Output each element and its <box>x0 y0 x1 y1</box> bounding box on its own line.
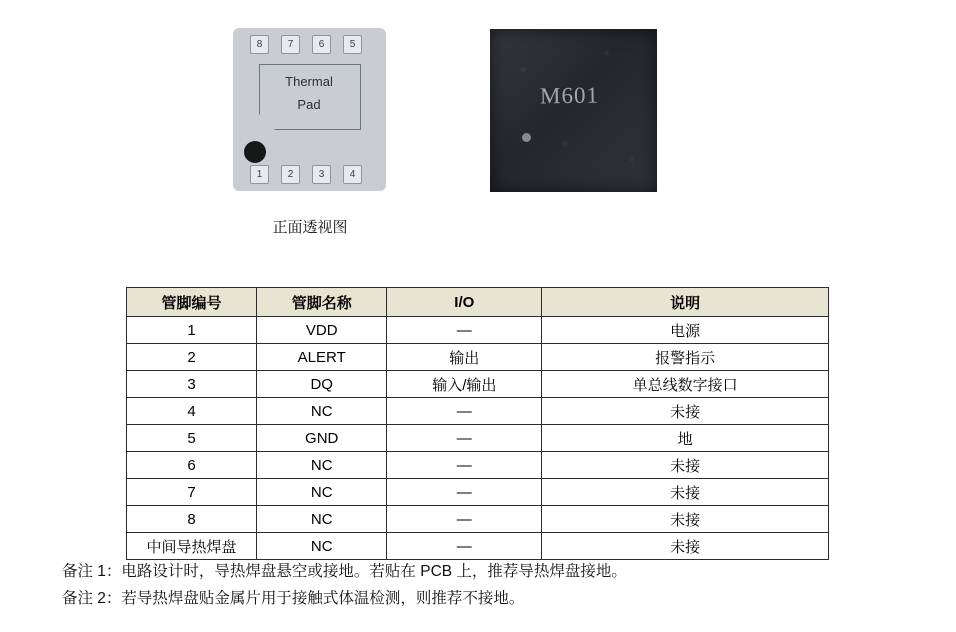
package-outline <box>233 28 386 191</box>
cell-io: 输出 <box>387 344 542 371</box>
photo-pin1-dot-icon <box>522 133 531 142</box>
table-header-row <box>127 288 829 317</box>
table-row <box>127 344 829 371</box>
pin-description-table <box>126 287 829 560</box>
table-row <box>127 506 829 533</box>
cell-pin-name: ALERT <box>257 344 387 371</box>
cell-description: 地 <box>542 425 829 452</box>
notes-section <box>62 558 627 612</box>
cell-io: — <box>387 317 542 344</box>
table-row <box>127 533 829 560</box>
table-header-pin-number: 管脚编号 <box>127 288 257 317</box>
cell-io: — <box>387 506 542 533</box>
pin-pad-5: 5 <box>343 35 362 54</box>
cell-description: 未接 <box>542 452 829 479</box>
cell-pin-name: DQ <box>257 371 387 398</box>
cell-description: 未接 <box>542 479 829 506</box>
thermal-pad-label <box>259 70 359 116</box>
cell-description: 单总线数字接口 <box>542 371 829 398</box>
table-row <box>127 371 829 398</box>
cell-pin-name: NC <box>257 533 387 560</box>
thermal-pad-label-line2: Pad <box>297 97 321 112</box>
table-header-description: 说明 <box>542 288 829 317</box>
package-marking-text: M601 <box>539 82 600 109</box>
table-row <box>127 317 829 344</box>
note-2: 备注 2：若导热焊盘贴金属片用于接触式体温检测，则推荐不接地。 <box>62 590 525 607</box>
cell-io: — <box>387 398 542 425</box>
thermal-pad-label-line1: Thermal <box>285 74 333 89</box>
cell-description: 电源 <box>542 317 829 344</box>
pin1-marker-dot-icon <box>244 141 266 163</box>
pin-pad-3: 3 <box>312 165 331 184</box>
cell-pin-number: 6 <box>127 452 257 479</box>
cell-pin-name: NC <box>257 452 387 479</box>
cell-pin-number: 2 <box>127 344 257 371</box>
package-photo <box>490 29 657 192</box>
cell-pin-name: GND <box>257 425 387 452</box>
table-header-io: I/O <box>387 288 542 317</box>
figure-caption: 正面透视图 <box>272 219 348 236</box>
cell-pin-name: VDD <box>257 317 387 344</box>
cell-pin-number: 4 <box>127 398 257 425</box>
pin-pad-4: 4 <box>343 165 362 184</box>
cell-description: 未接 <box>542 533 829 560</box>
cell-io: — <box>387 452 542 479</box>
table-row <box>127 398 829 425</box>
note-1: 备注 1：电路设计时，导热焊盘悬空或接地。若贴在 PCB 上，推荐导热焊盘接地。 <box>62 563 627 580</box>
pin-pad-2: 2 <box>281 165 300 184</box>
cell-pin-number: 1 <box>127 317 257 344</box>
cell-pin-name: NC <box>257 398 387 425</box>
cell-pin-number: 7 <box>127 479 257 506</box>
table-row <box>127 452 829 479</box>
table-header-pin-name: 管脚名称 <box>257 288 387 317</box>
pin-pad-6: 6 <box>312 35 331 54</box>
cell-description: 报警指示 <box>542 344 829 371</box>
cell-pin-number: 3 <box>127 371 257 398</box>
table-row <box>127 425 829 452</box>
cell-pin-number: 中间导热焊盘 <box>127 533 257 560</box>
pin-pad-8: 8 <box>250 35 269 54</box>
cell-pin-number: 8 <box>127 506 257 533</box>
figures-section <box>0 0 956 250</box>
cell-io: 输入/输出 <box>387 371 542 398</box>
cell-pin-name: NC <box>257 479 387 506</box>
cell-pin-number: 5 <box>127 425 257 452</box>
package-top-view-drawing <box>233 28 386 191</box>
cell-io: — <box>387 533 542 560</box>
cell-pin-name: NC <box>257 506 387 533</box>
cell-description: 未接 <box>542 506 829 533</box>
cell-io: — <box>387 425 542 452</box>
table-row <box>127 479 829 506</box>
cell-description: 未接 <box>542 398 829 425</box>
pin-pad-1: 1 <box>250 165 269 184</box>
pin-pad-7: 7 <box>281 35 300 54</box>
cell-io: — <box>387 479 542 506</box>
